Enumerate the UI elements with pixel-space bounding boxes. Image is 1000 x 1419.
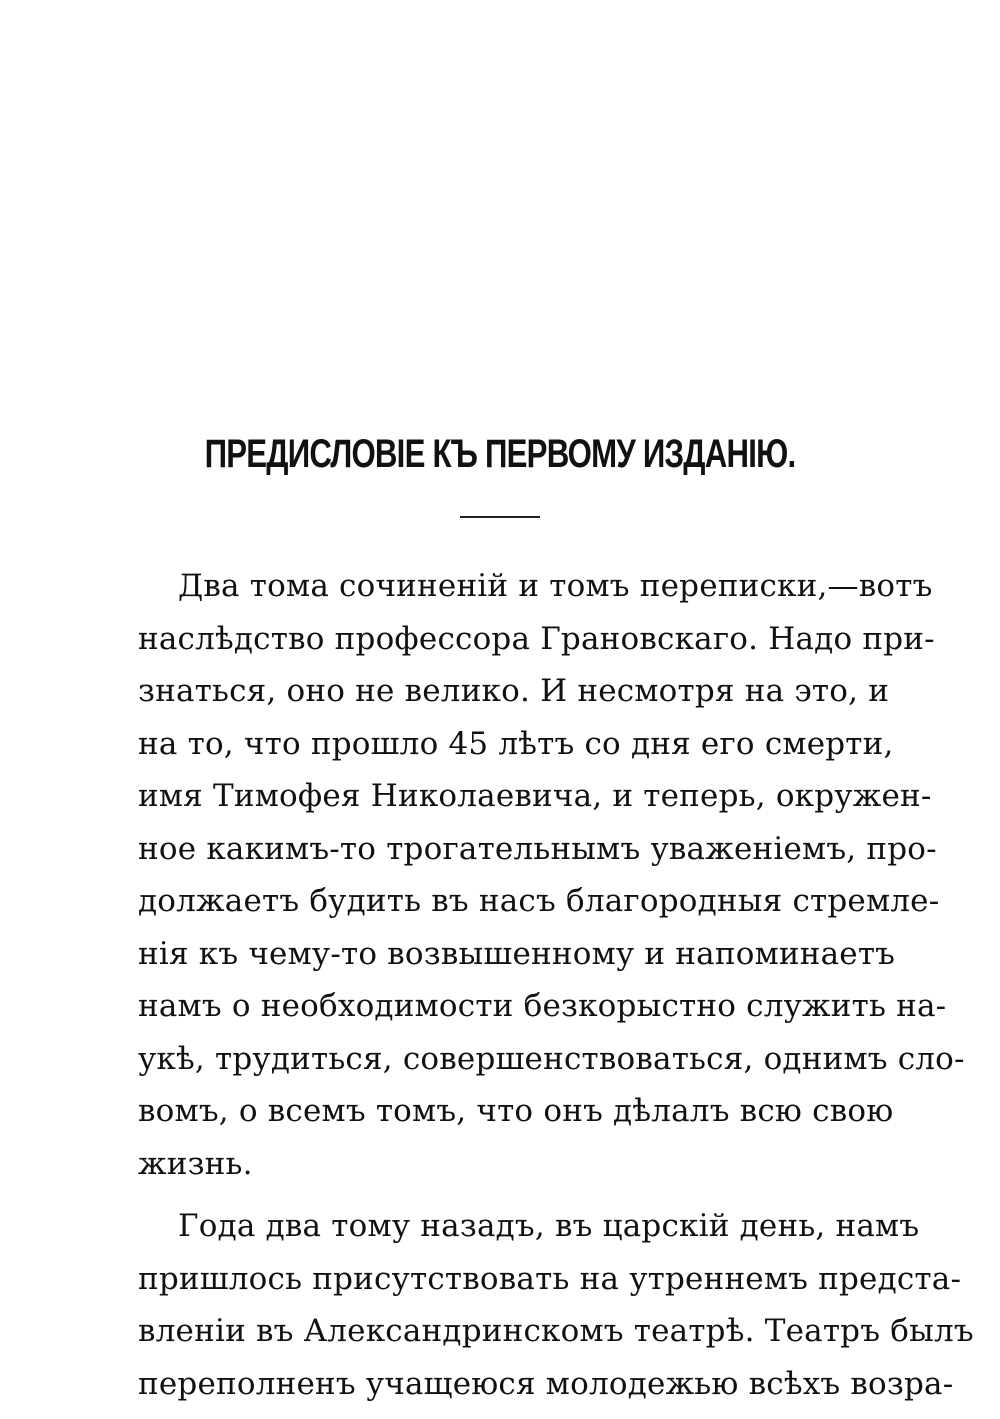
paragraph-1-line-4: на то, что прошло 45 лѣтъ со дня его смерти, [138,725,894,762]
paragraph-1-line-12: жизнь. [138,1145,253,1182]
paragraph-1-line-7: должаетъ будить въ насъ благородныя стремле- [138,883,940,919]
paragraph-2-line-3: вленіи въ Александринскомъ театрѣ. Театръ былъ [138,1313,974,1349]
paragraph-1-line-5: имя Тимофея Николаевича, и теперь, окружен- [138,778,932,814]
body-text [138,560,974,1410]
title-divider [460,516,540,518]
paragraph-2-line-2: пришлось присутствовать на утреннемъ предста- [138,1260,962,1297]
paragraph-2-line-4: переполненъ учащеюся молодежью всѣхъ возра- [138,1365,954,1402]
paragraph-1-line-9: намъ о необходимости безкорыстно служить на- [138,988,947,1024]
paragraph-2-line-1: Года два тому назадъ, въ царскій день, намъ [178,1208,920,1244]
paragraph-gap [138,1190,860,1200]
paragraph-1-line-3: знаться, оно не велико. И несмотря на это, и [138,673,890,709]
paragraph-1-line-10: укѣ, трудиться, совершенствоваться, однимъ сло- [138,1040,965,1077]
paragraph-1-line-8: нія къ чему-то возвышенному и напоминаетъ [138,935,896,972]
paragraph-1-line-2: наслѣдство профессора Грановскаго. Надо при- [138,620,935,657]
paragraph-1-line-1: Два тома сочиненій и томъ переписки,—вотъ [178,568,933,604]
paragraph-1-line-11: вомъ, о всемъ томъ, что онъ дѣлалъ всю свою [138,1093,894,1129]
page-title: ПРЕДИСЛОВІЕ КЪ ПЕРВОМУ ИЗДАНІЮ. [204,432,796,476]
paragraph-1-line-6: ное какимъ-то трогательнымъ уваженіемъ, про- [138,830,937,867]
